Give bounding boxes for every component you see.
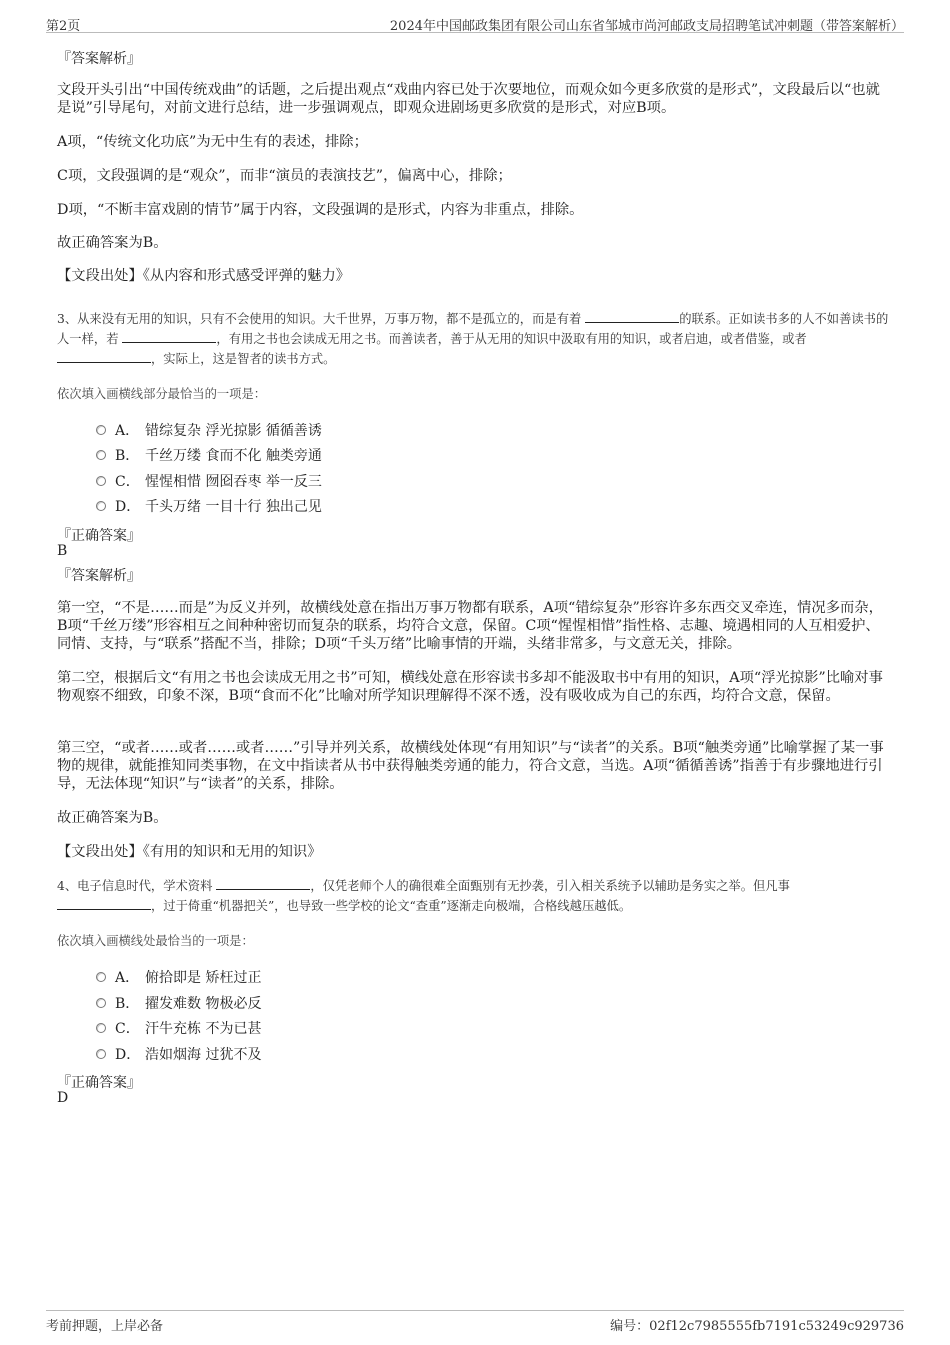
q2-analysis-label: 『答案解析』	[57, 51, 141, 67]
radio-button[interactable]	[96, 998, 106, 1008]
q4-correct-answer: D	[57, 1090, 69, 1106]
q4-prompt: 依次填入画横线处最恰当的一项是：	[57, 934, 254, 948]
radio-button[interactable]	[96, 1049, 106, 1059]
q3-correct-answer: B	[57, 543, 68, 559]
q3-correct-label: 『正确答案』	[57, 528, 141, 544]
q4-correct-label: 『正确答案』	[57, 1075, 141, 1091]
blank-line	[585, 310, 679, 323]
q3-analysis-label: 『答案解析』	[57, 568, 141, 584]
blank-line	[122, 330, 216, 343]
q3-analysis-p3: 第三空，“或者……或者……或者……”引导并列关系，故横线处体现“有用知识”与“读者”的关系。B项“触类旁通”比喻掌握了某一事物的规律，就能推知同类事物，在文中指读者从书中获得触类旁通的能力，符合文意，当选。A项“循循善诱”指善于有步骤地进行引导，无法体现“知识”与“读者”的关系，排除。	[57, 740, 884, 792]
footer-slogan: 考前押题，上岸必备	[46, 1319, 164, 1334]
q4-option-d[interactable]: D． 浩如烟海 过犹不及	[96, 1044, 261, 1062]
q3-option-d[interactable]: D． 千头万绪 一目十行 独出己见	[96, 496, 322, 514]
page-footer	[46, 1310, 904, 1333]
q3-analysis-p1: 第一空，“不是……而是”为反义并列，故横线处意在指出万事万物都有联系，A项“错综复杂”形容许多东西交叉牵连，情况多而杂，B项“千丝万缕”形容相互之间种种密切而复杂的联系，均符合文意，保留。C项“惺惺相惜”指性格、志趣、境遇相同的人互相爱护、同情、支持，与“联系”搭配不当，排除；D项“千头万绪”比喻事情的开端，头绪非常多，与文意无关，排除。	[57, 600, 883, 652]
page-header	[46, 12, 904, 33]
q3-stem: 3、从来没有无用的知识，只有不会使用的知识。大千世界，万事万物，都不是孤立的，而是有着 的联系。正如读书多的人不如善读书的人一样，若 ，有用之书也会读成无用之书。而善读者，善于从无用的知识中汲取有用的知识，或者启迪，或者借鉴，或者 ，实际上，这是智者的读书方式。	[57, 312, 889, 366]
q2-conclusion: 故正确答案为B。	[57, 235, 168, 251]
q2-source: 【文段出处】《从内容和形式感受评弹的魅力》	[57, 268, 351, 284]
q3-option-c[interactable]: C． 惺惺相惜 囫囵吞枣 举一反三	[96, 471, 322, 489]
q2-analysis-p4: D项，“不断丰富戏剧的情节”属于内容，文段强调的是形式，内容为非重点，排除。	[57, 202, 584, 218]
radio-button[interactable]	[96, 972, 106, 982]
q4-option-b[interactable]: B． 擢发难数 物极必反	[96, 993, 261, 1011]
document-code: 编号：02f12c7985555fb7191c53249c929736	[610, 1319, 904, 1334]
page-number: 第2页	[46, 19, 81, 34]
radio-button[interactable]	[96, 1023, 106, 1033]
blank-line	[216, 877, 310, 890]
q3-source: 【文段出处】《有用的知识和无用的知识》	[57, 844, 322, 860]
blank-line	[57, 897, 151, 910]
blank-line	[57, 350, 151, 363]
q3-option-b[interactable]: B． 千丝万缕 食而不化 触类旁通	[96, 445, 322, 463]
q3-conclusion: 故正确答案为B。	[57, 810, 168, 826]
q4-option-c[interactable]: C． 汗牛充栋 不为已甚	[96, 1018, 261, 1036]
radio-button[interactable]	[96, 450, 106, 460]
radio-button[interactable]	[96, 501, 106, 511]
q4-stem: 4、电子信息时代，学术资料 ，仅凭老师个人的确很难全面甄别有无抄袭，引入相关系统予以辅助是务实之举。但凡事 ，过于倚重“机器把关”，也导致一些学校的论文“查重”逐渐走向极端，合格线越压越低。	[57, 879, 790, 913]
q2-analysis-p2: A项，“传统文化功底”为无中生有的表述，排除；	[57, 134, 368, 150]
q3-analysis-p2: 第二空，根据后文“有用之书也会读成无用之书”可知，横线处意在形容读书多却不能汲取书中有用的知识，A项“浮光掠影”比喻对事物观察不细致，印象不深，B项“食而不化”比喻对所学知识理解得不深不透，没有吸收成为自己的东西，均符合文意，保留。	[57, 670, 883, 704]
q2-analysis-p3: C项，文段强调的是“观众”，而非“演员的表演技艺”，偏离中心，排除；	[57, 168, 512, 184]
radio-button[interactable]	[96, 476, 106, 486]
document-title: 2024年中国邮政集团有限公司山东省邹城市尚河邮政支局招聘笔试冲刺题（带答案解析）	[389, 19, 904, 34]
radio-button[interactable]	[96, 425, 106, 435]
q3-option-a[interactable]: A． 错综复杂 浮光掠影 循循善诱	[96, 420, 322, 438]
q3-prompt: 依次填入画横线部分最恰当的一项是：	[57, 387, 267, 401]
q2-analysis-p1: 文段开头引出“中国传统戏曲”的话题，之后提出观点“戏曲内容已处于次要地位，而观众如今更多欣赏的是形式”，文段最后以“也就是说”引导尾句，对前文进行总结，进一步强调观点，即观众进剧场更多欣赏的是形式，对应B项。	[57, 82, 880, 116]
q4-option-a[interactable]: A． 俯拾即是 矫枉过正	[96, 967, 261, 985]
